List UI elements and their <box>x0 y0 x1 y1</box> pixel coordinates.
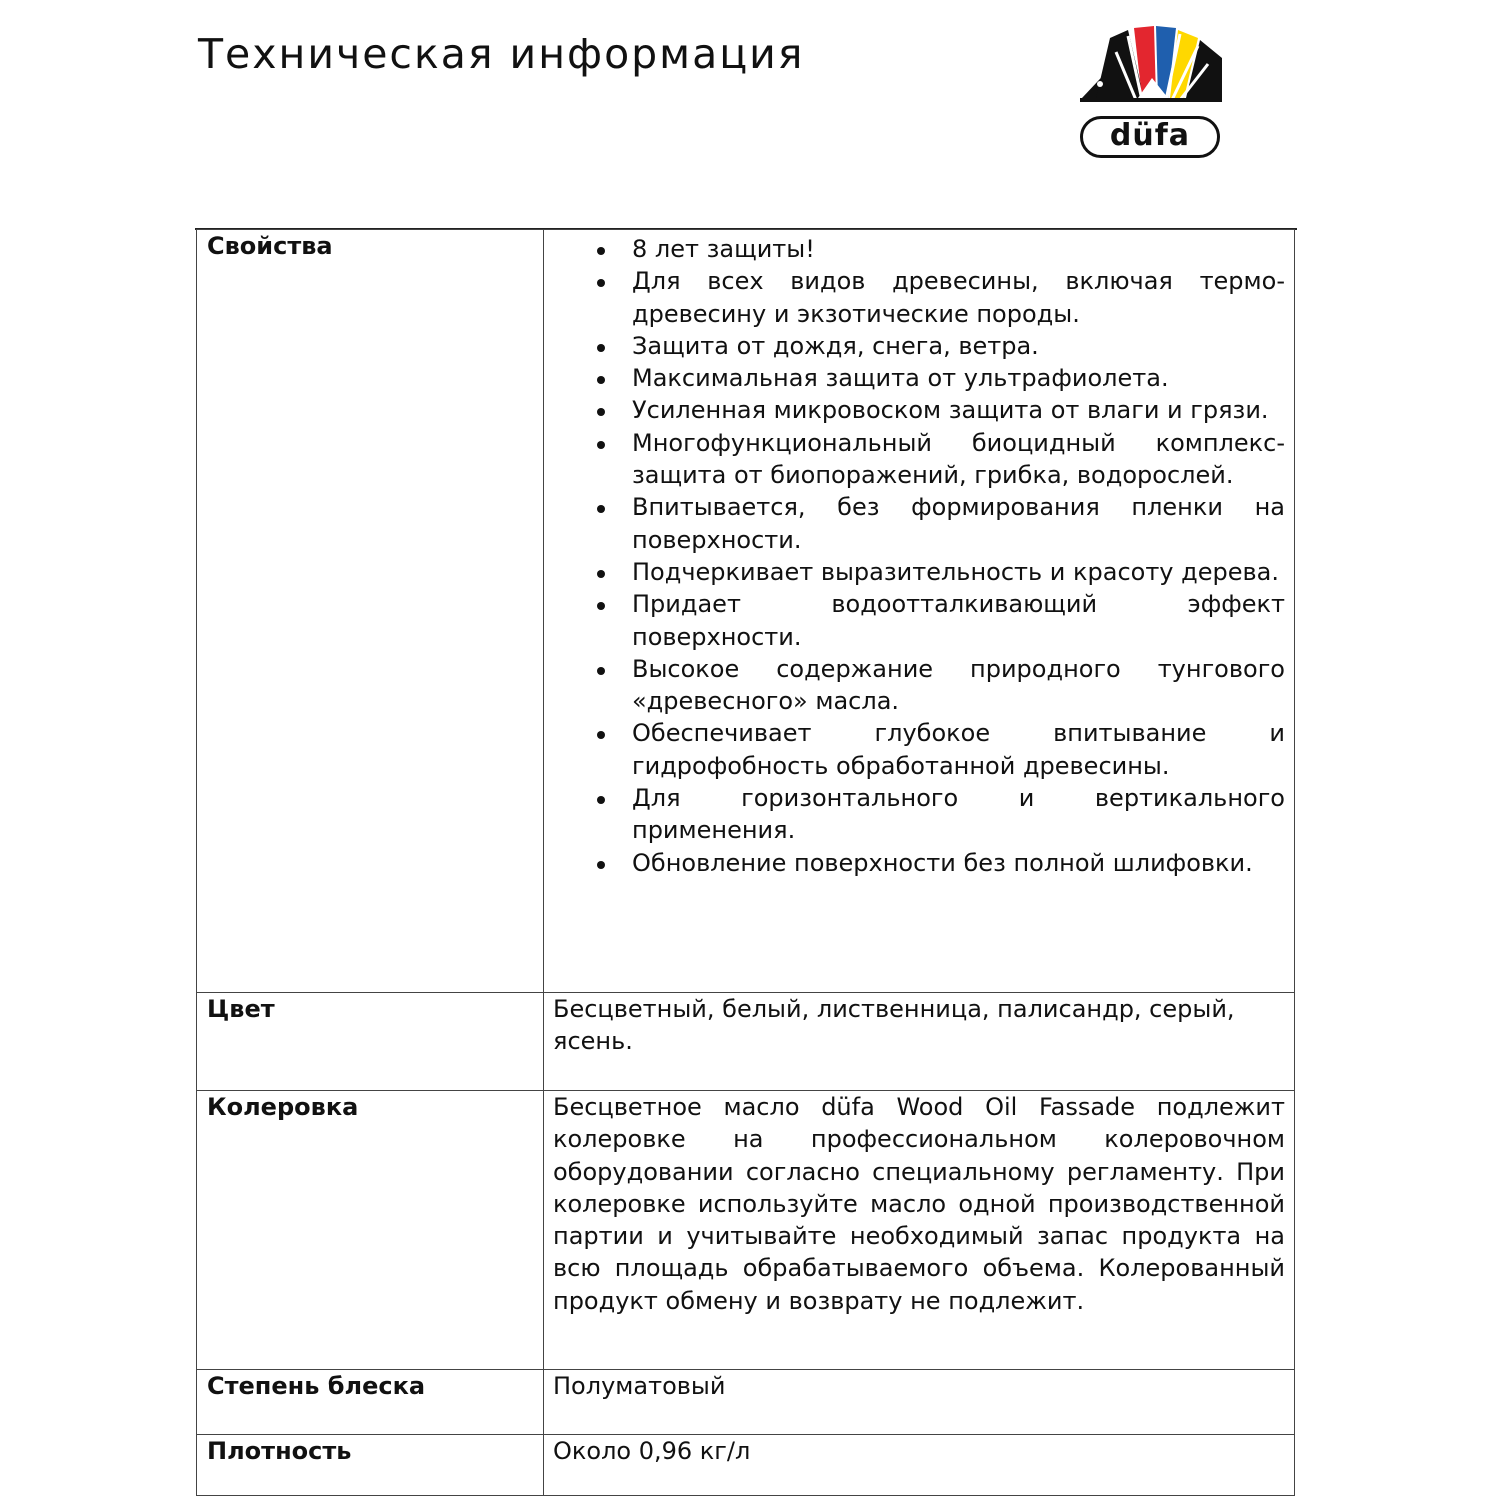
table-row-properties <box>197 230 1295 993</box>
list-item: Обновление поверхности без полной шлифовки. <box>553 847 1285 879</box>
row-label: Свойства <box>197 230 544 993</box>
dufa-logo <box>1076 24 1226 164</box>
list-item: Защита от дождя, снега, ветра. <box>553 330 1285 362</box>
table-row-color <box>197 993 1295 1091</box>
table-row-density <box>197 1435 1295 1496</box>
logo-fan-icon <box>1076 24 1226 116</box>
row-value: Бесцветное масло düfa Wood Oil Fassade подлежит колеровке на профессиональном колеровочном оборудовании согласно специальному регламенту. При колеровке используйте масло одной производственной партии и учитывайте необходимый запас продукта на всю площадь обрабатываемого объема. Колерованный продукт обмену и возврату не подлежит. <box>544 1091 1295 1370</box>
properties-table <box>196 229 1295 1496</box>
row-label: Цвет <box>197 993 544 1091</box>
row-label: Степень блеска <box>197 1370 544 1435</box>
list-item: Усиленная микровоском защита от влаги и грязи. <box>553 394 1285 426</box>
properties-list <box>553 230 1285 879</box>
list-item: Высокое содержание природного тунгового «древесного» масла. <box>553 653 1285 718</box>
row-value: Полуматовый <box>544 1370 1295 1435</box>
list-item: Максимальная защита от ультрафиолета. <box>553 362 1285 394</box>
row-label: Плотность <box>197 1435 544 1496</box>
logo-wordmark: düfa <box>1080 116 1220 158</box>
list-item: Обеспечивает глубокое впитывание и гидрофобность обработанной древесины. <box>553 717 1285 782</box>
list-item: Для всех видов древесины, включая термо-древесину и экзотические породы. <box>553 265 1285 330</box>
row-value: Около 0,96 кг/л <box>544 1435 1295 1496</box>
list-item: Для горизонтального и вертикального применения. <box>553 782 1285 847</box>
list-item: Многофункциональный биоцидный комплекс-защита от биопоражений, грибка, водорослей. <box>553 427 1285 492</box>
row-label: Колеровка <box>197 1091 544 1370</box>
list-item: Впитывается, без формирования пленки на поверхности. <box>553 491 1285 556</box>
list-item: Придает водоотталкивающий эффект поверхности. <box>553 588 1285 653</box>
table-row-gloss <box>197 1370 1295 1435</box>
row-value: Бесцветный, белый, лиственница, палисандр, серый, ясень. <box>544 993 1295 1091</box>
table-row-tinting <box>197 1091 1295 1370</box>
list-item: 8 лет защиты! <box>553 233 1285 265</box>
list-item: Подчеркивает выразительность и красоту дерева. <box>553 556 1285 588</box>
row-value <box>544 230 1295 993</box>
page-title: Техническая информация <box>198 30 805 78</box>
